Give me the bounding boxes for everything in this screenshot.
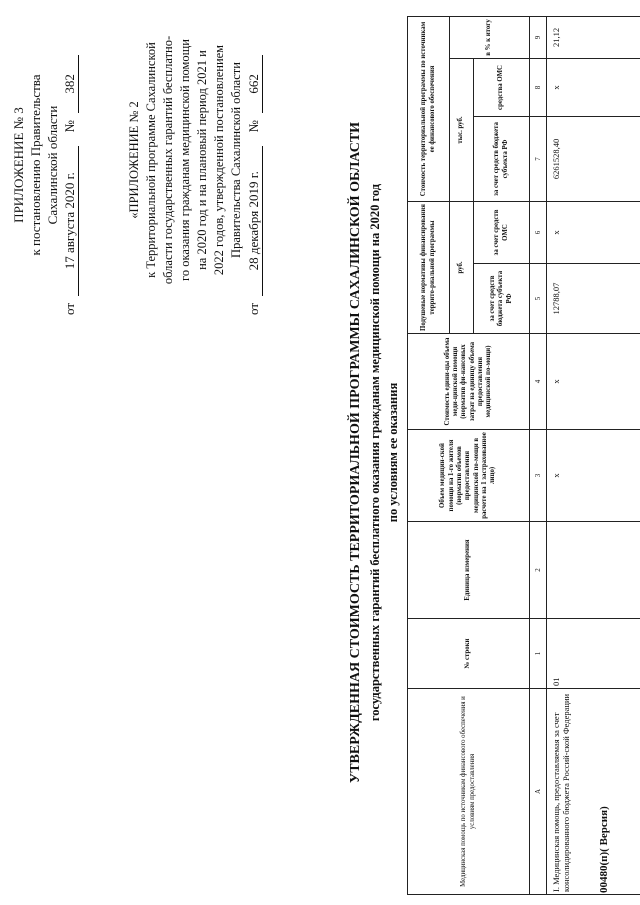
col-number: 7 [530, 116, 547, 201]
appendix-2-header [126, 5, 263, 315]
appendix-2-line: на 2020 год и на плановый период 2021 и [195, 50, 209, 270]
col-number: 1 [530, 619, 547, 689]
document-subtitle: государственных гарантий бесплатного оказания гражданам медицинской помощи на 2020 год [368, 183, 382, 722]
header-norm-oms: за счет средств ОМС [474, 201, 530, 263]
header-unit: Единица измерения [408, 522, 530, 619]
header-unit-thous-rub: тыс. руб. [450, 58, 474, 201]
decree-number: 662 [245, 55, 263, 113]
col-number: 4 [530, 334, 547, 430]
col-number: 2 [530, 522, 547, 619]
cost-table [407, 16, 640, 895]
from-label: от [62, 302, 77, 315]
appendix-2-line: к Территориальной программе Сахалинской [144, 42, 158, 278]
row-unit [547, 522, 640, 619]
decree-date: 17 августа 2020 г. [61, 146, 79, 296]
header-norm-budget: за счет средств бюджета субъекта РФ [474, 264, 530, 334]
row-norm-budget: 12788,07 [547, 264, 640, 334]
row-care-type: I. Медицинская помощь, предоставляемая за счет консолидированного бюджета Россий-ской Федерации [547, 689, 640, 895]
number-sign: № [246, 120, 261, 133]
appendix-2-line: го оказания гражданам медицинской помощи [178, 39, 192, 281]
row-unit-cost: х [547, 334, 640, 430]
header-row [408, 16, 450, 894]
appendix-2-signature-line [245, 5, 263, 315]
col-number: 8 [530, 58, 547, 116]
appendix-2-line: Правительства Сахалинской области [229, 62, 243, 258]
row-cost-budget: 6261528,40 [547, 116, 640, 201]
header-line-number: № строки [408, 619, 530, 689]
appendix-2-line: области государственных гарантий бесплатно- [161, 35, 175, 285]
document-footer-code: 00480(п)( Версия) [598, 806, 610, 893]
number-sign: № [62, 120, 77, 133]
header-percent: в % к итогу [450, 16, 530, 58]
header-per-capita-norms: Подушевые нормативы финансирования террито-риальной программы [408, 201, 450, 333]
appendix-3-title: ПРИЛОЖЕНИЕ № 3 [11, 107, 26, 223]
row-cost-oms: х [547, 58, 640, 116]
header-unit-cost: Стоимость едини-цы объема меди-цинской помощи (норматив фи-нансовых затрат на единицу объема предоставления медицинской по-мощи) [408, 334, 530, 430]
header-program-cost: Стоимость территориальной программы по источникам ее финансового обеспечения [408, 16, 450, 201]
document-title: УТВЕРЖДЕННАЯ СТОИМОСТЬ ТЕРРИТОРИАЛЬНОЙ ПРОГРАММЫ САХАЛИНСКОЙ ОБЛАСТИ [348, 121, 363, 784]
header-volume: Объем медицин-ской помощи на 1-го жителя (норматив объемов предоставления медицинской по-мощи в расчете на 1 застрахованное лицо) [408, 430, 530, 522]
document-subtitle-2: по условиям ее оказания [386, 382, 400, 523]
appendix-3-signature-line [61, 15, 79, 315]
col-number: 9 [530, 16, 547, 58]
row-volume: х [547, 430, 640, 522]
header-unit-rub: руб. [450, 201, 474, 333]
col-number: 5 [530, 264, 547, 334]
appendix-3-header [10, 15, 79, 315]
appendix-2-title: «ПРИЛОЖЕНИЕ № 2 [127, 101, 141, 219]
decree-date: 28 декабря 2019 г. [245, 146, 263, 296]
col-number: 6 [530, 201, 547, 263]
row-line-number: 01 [547, 619, 640, 689]
appendix-3-line1: к постановлению Правительства [28, 74, 43, 256]
header-cost-oms: средства ОМС [474, 58, 530, 116]
col-number: 3 [530, 430, 547, 522]
table-row [547, 16, 640, 894]
appendix-3-line2: Сахалинской области [45, 105, 60, 225]
column-numbers-row [530, 16, 547, 894]
row-percent: 21,12 [547, 16, 640, 58]
decree-number: 382 [61, 55, 79, 113]
from-label: от [246, 302, 261, 315]
row-norm-oms: х [547, 201, 640, 263]
header-cost-budget: за счет средств бюджета субъекта РФ [474, 116, 530, 201]
col-number: А [530, 689, 547, 895]
header-care-type: Медицинская помощь по источникам финансового обеспечения и условиям предоставления [408, 689, 530, 895]
appendix-2-line: 2022 годов, утвержденной постановлением [212, 44, 226, 276]
